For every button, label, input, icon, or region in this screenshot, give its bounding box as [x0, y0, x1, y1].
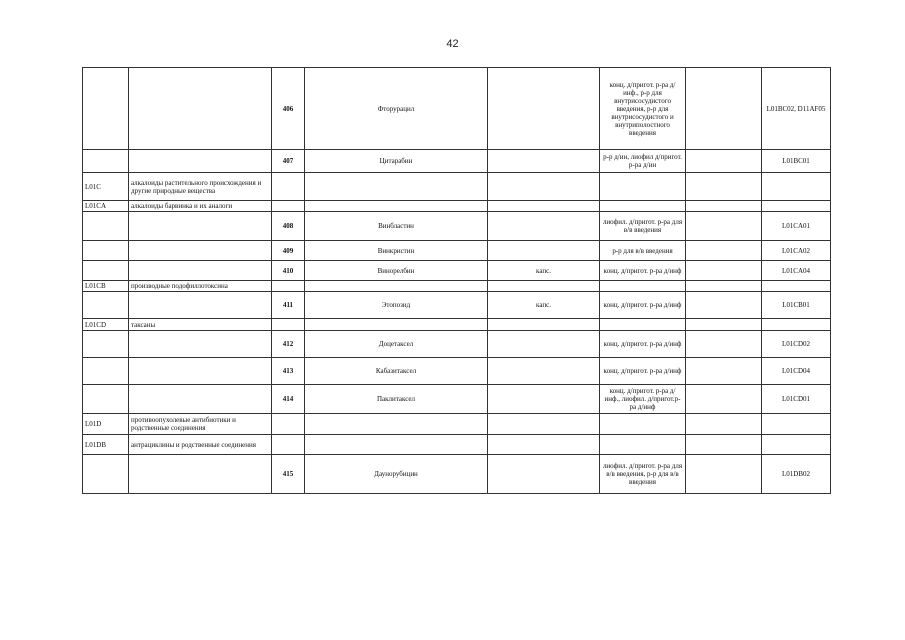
empty-cell — [686, 173, 762, 201]
extra-form — [488, 414, 600, 435]
dosage-form: конц. д/пригот. р-ра д/инф — [600, 331, 686, 358]
item-number — [272, 435, 305, 455]
table-row — [83, 173, 831, 201]
group-name: алкалоиды растительного происхождения и другие природные вещества — [129, 173, 272, 201]
table-body — [83, 68, 831, 494]
drug-name: Доцетаксел — [305, 331, 488, 358]
extra-form — [488, 331, 600, 358]
item-number — [272, 414, 305, 435]
drug-name: Кабазитаксел — [305, 358, 488, 385]
dosage-form: конц. д/пригот. р-ра д/инф., р-р для внутрисосудистого введения, р-р для внутрисосудистого и внутриполостного введения — [600, 68, 686, 150]
extra-form — [488, 68, 600, 150]
empty-cell — [686, 68, 762, 150]
item-number: 415 — [272, 455, 305, 494]
atc-code: L01CD02 — [762, 331, 831, 358]
atc-code: L01DB02 — [762, 455, 831, 494]
dosage-form: р-р д/ин, лиофил д/пригот. р-ра д/ин — [600, 150, 686, 173]
atc-group-code — [83, 385, 129, 414]
item-number: 409 — [272, 241, 305, 261]
atc-group-code: L01CD — [83, 319, 129, 331]
group-name — [129, 212, 272, 241]
group-name: противоопухолевые антибиотики и родственные соединения — [129, 414, 272, 435]
drug-name: Паклитаксел — [305, 385, 488, 414]
dosage-form — [600, 435, 686, 455]
group-name: таксаны — [129, 319, 272, 331]
atc-code: L01CA04 — [762, 261, 831, 281]
extra-form — [488, 319, 600, 331]
dosage-form — [600, 201, 686, 212]
atc-code: L01BC01 — [762, 150, 831, 173]
extra-form — [488, 173, 600, 201]
extra-form: капс. — [488, 261, 600, 281]
item-number — [272, 173, 305, 201]
item-number: 406 — [272, 68, 305, 150]
empty-cell — [686, 358, 762, 385]
atc-code: L01CD04 — [762, 358, 831, 385]
group-name — [129, 358, 272, 385]
drug-name: Этопозид — [305, 292, 488, 319]
extra-form — [488, 150, 600, 173]
atc-code — [762, 281, 831, 292]
empty-cell — [686, 261, 762, 281]
group-name — [129, 150, 272, 173]
empty-cell — [686, 150, 762, 173]
atc-group-code — [83, 261, 129, 281]
atc-group-code — [83, 292, 129, 319]
table-row — [83, 292, 831, 319]
empty-cell — [686, 201, 762, 212]
atc-group-code: L01C — [83, 173, 129, 201]
empty-cell — [686, 319, 762, 331]
atc-code: L01CD01 — [762, 385, 831, 414]
table-row — [83, 455, 831, 494]
table-row — [83, 385, 831, 414]
atc-code — [762, 414, 831, 435]
empty-cell — [686, 292, 762, 319]
atc-group-code — [83, 212, 129, 241]
table-row — [83, 201, 831, 212]
atc-code: L01CB01 — [762, 292, 831, 319]
drug-name: Даунорубицин — [305, 455, 488, 494]
extra-form — [488, 385, 600, 414]
table-row — [83, 212, 831, 241]
atc-group-code — [83, 358, 129, 385]
item-number: 412 — [272, 331, 305, 358]
empty-cell — [686, 212, 762, 241]
atc-group-code: L01CA — [83, 201, 129, 212]
extra-form — [488, 212, 600, 241]
table-row — [83, 150, 831, 173]
empty-cell — [686, 455, 762, 494]
atc-code — [762, 201, 831, 212]
empty-cell — [686, 385, 762, 414]
drug-name: Винорелбин — [305, 261, 488, 281]
drug-list-table — [82, 67, 831, 494]
atc-code: L01BC02, D11AF05 — [762, 68, 831, 150]
group-name — [129, 455, 272, 494]
item-number: 413 — [272, 358, 305, 385]
drug-name — [305, 414, 488, 435]
atc-group-code: L01CB — [83, 281, 129, 292]
group-name — [129, 292, 272, 319]
dosage-form: конц. д/пригот. р-ра д/инф — [600, 261, 686, 281]
table-row — [83, 358, 831, 385]
dosage-form — [600, 173, 686, 201]
atc-group-code — [83, 150, 129, 173]
item-number — [272, 319, 305, 331]
atc-group-code — [83, 455, 129, 494]
group-name: производные подофиллотоксина — [129, 281, 272, 292]
atc-code — [762, 319, 831, 331]
item-number: 411 — [272, 292, 305, 319]
empty-cell — [686, 241, 762, 261]
atc-code: L01CA01 — [762, 212, 831, 241]
dosage-form — [600, 414, 686, 435]
item-number — [272, 201, 305, 212]
item-number: 407 — [272, 150, 305, 173]
table-row — [83, 281, 831, 292]
group-name — [129, 68, 272, 150]
drug-name — [305, 173, 488, 201]
empty-cell — [686, 435, 762, 455]
table-row — [83, 435, 831, 455]
atc-code: L01CA02 — [762, 241, 831, 261]
extra-form — [488, 241, 600, 261]
drug-name: Цитарабин — [305, 150, 488, 173]
extra-form — [488, 358, 600, 385]
atc-code — [762, 173, 831, 201]
table-row — [83, 319, 831, 331]
dosage-form: лиофил. д/пригот. р-ра для в/в введения — [600, 212, 686, 241]
atc-group-code — [83, 331, 129, 358]
extra-form — [488, 455, 600, 494]
group-name — [129, 385, 272, 414]
drug-name — [305, 319, 488, 331]
dosage-form — [600, 281, 686, 292]
atc-group-code: L01DB — [83, 435, 129, 455]
extra-form: капс. — [488, 292, 600, 319]
dosage-form: р-р для в/в введения — [600, 241, 686, 261]
drug-name — [305, 281, 488, 292]
table-row — [83, 241, 831, 261]
drug-name — [305, 201, 488, 212]
dosage-form: конц. д/пригот. р-ра д/инф — [600, 358, 686, 385]
empty-cell — [686, 281, 762, 292]
item-number: 408 — [272, 212, 305, 241]
empty-cell — [686, 331, 762, 358]
atc-code — [762, 435, 831, 455]
extra-form — [488, 281, 600, 292]
group-name: алкалоиды барвинка и их аналоги — [129, 201, 272, 212]
dosage-form: конц. д/пригот. р-ра д/инф., лиофил. д/пригот.р-ра д/инф — [600, 385, 686, 414]
item-number: 410 — [272, 261, 305, 281]
group-name — [129, 331, 272, 358]
group-name: антрациклины и родственные соединения — [129, 435, 272, 455]
table-row — [83, 261, 831, 281]
atc-group-code — [83, 241, 129, 261]
dosage-form: конц. д/пригот. р-ра д/инф — [600, 292, 686, 319]
extra-form — [488, 201, 600, 212]
extra-form — [488, 435, 600, 455]
table-row — [83, 68, 831, 150]
table-row — [83, 414, 831, 435]
drug-name — [305, 435, 488, 455]
item-number — [272, 281, 305, 292]
group-name — [129, 241, 272, 261]
group-name — [129, 261, 272, 281]
atc-group-code — [83, 68, 129, 150]
atc-group-code: L01D — [83, 414, 129, 435]
page-number: 42 — [446, 38, 459, 50]
drug-name: Винкристин — [305, 241, 488, 261]
item-number: 414 — [272, 385, 305, 414]
drug-name: Фторурацил — [305, 68, 488, 150]
dosage-form — [600, 319, 686, 331]
drug-name: Винбластин — [305, 212, 488, 241]
dosage-form: лиофил. д/пригот. р-ра для в/в введения, р-р для в/в введения — [600, 455, 686, 494]
empty-cell — [686, 414, 762, 435]
table-row — [83, 331, 831, 358]
